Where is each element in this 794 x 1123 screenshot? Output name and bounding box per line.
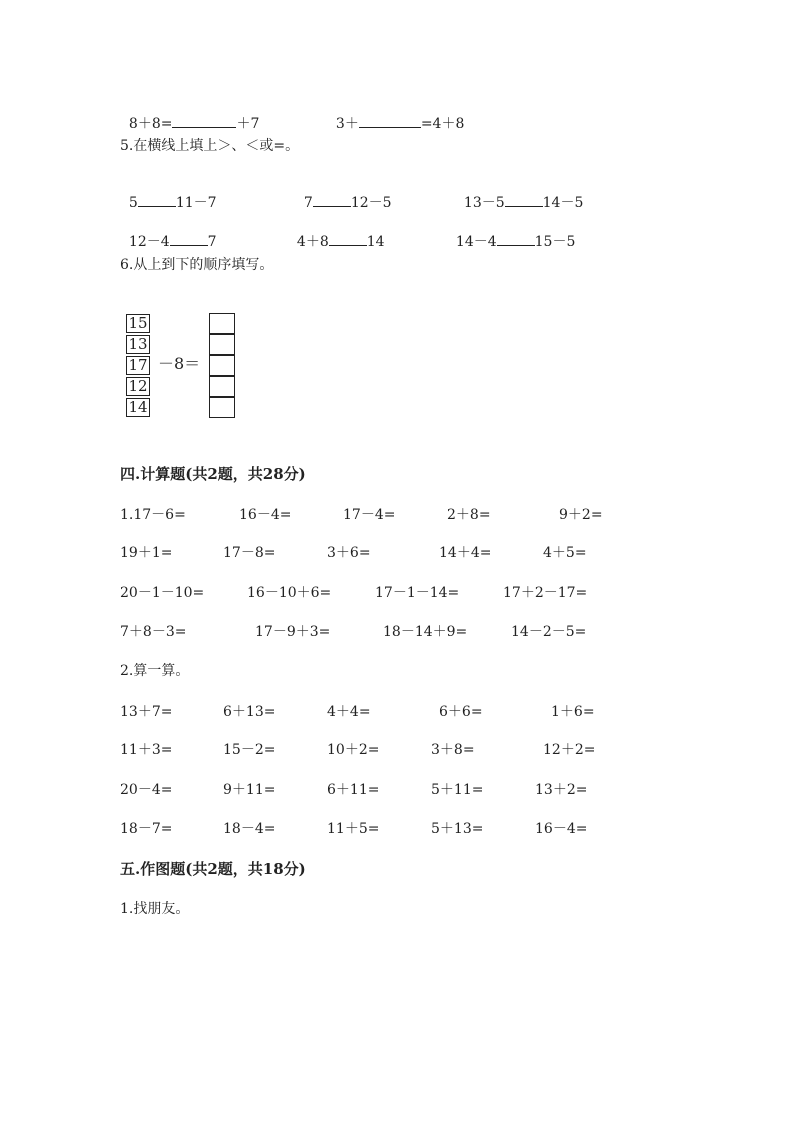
compare-right: 12－5: [350, 195, 392, 211]
compare-blank[interactable]: [138, 194, 176, 207]
compare-left: 13－5: [463, 195, 505, 211]
q2-title: 2.算一算。: [120, 663, 190, 679]
fill-a-right: ＋7: [236, 116, 260, 132]
calc-item: 6＋6=: [439, 704, 483, 720]
calc-item: 16－4=: [239, 507, 292, 523]
compare-left: 5: [128, 195, 138, 211]
answer-box[interactable]: [209, 355, 235, 376]
calc-item: 4＋5=: [543, 545, 587, 561]
calc-item: 12＋2=: [543, 742, 596, 758]
calc-item: 7＋8－3=: [120, 624, 187, 640]
compare-blank[interactable]: [329, 233, 367, 246]
fill-line-b: [327, 97, 464, 133]
compare-left: 14－4: [455, 234, 497, 250]
answer-box[interactable]: [209, 313, 235, 334]
answer-box[interactable]: [209, 334, 235, 355]
compare-right: 14－5: [542, 195, 584, 211]
calc-item: 11＋5=: [327, 821, 380, 837]
calc-item: 16－10＋6=: [247, 585, 332, 601]
compare-left: 12－4: [128, 234, 170, 250]
compare-blank[interactable]: [505, 194, 543, 207]
compare-item: [288, 215, 385, 251]
calc-item: 17＋2－17=: [503, 585, 588, 601]
q6-title: 6.从上到下的顺序填写。: [120, 257, 274, 273]
operator-label: －8＝: [158, 354, 201, 373]
calc-item: 17－1－14=: [375, 585, 460, 601]
calc-item: 1＋6=: [551, 704, 595, 720]
calc-item: 20－4=: [120, 782, 173, 798]
calc-item: 18－7=: [120, 821, 173, 837]
calc-item: 9＋11=: [223, 782, 276, 798]
number-box: 15: [126, 314, 150, 333]
number-box: 13: [126, 335, 150, 354]
calc-item: 1.17－6=: [120, 507, 186, 523]
calc-item: 9＋2=: [559, 507, 603, 523]
answer-box[interactable]: [209, 397, 235, 418]
calc-item: 17－9＋3=: [255, 624, 331, 640]
calc-item: 2＋8=: [447, 507, 491, 523]
calc-item: 5＋11=: [431, 782, 484, 798]
number-box: 14: [126, 398, 150, 417]
calc-item: 14－2－5=: [511, 624, 587, 640]
calc-item: 14＋4=: [439, 545, 492, 561]
compare-right: 15－5: [534, 234, 576, 250]
calc-item: 10＋2=: [327, 742, 380, 758]
fill-b-right: =4＋8: [420, 116, 465, 132]
section5-q1-title: 1.找朋友。: [120, 901, 190, 917]
compare-right: 7: [207, 234, 217, 250]
calc-item: 18－4=: [223, 821, 276, 837]
calc-item: 13＋2=: [535, 782, 588, 798]
compare-blank[interactable]: [313, 194, 351, 207]
section-5-heading: 五.作图题(共2题，共18分): [120, 860, 306, 878]
number-box: 12: [126, 377, 150, 396]
calc-item: 4＋4=: [327, 704, 371, 720]
answer-blank[interactable]: [172, 115, 236, 128]
calc-item: 6＋11=: [327, 782, 380, 798]
compare-item: [447, 215, 575, 251]
calc-item: 3＋6=: [327, 545, 371, 561]
compare-right: 11－7: [175, 195, 217, 211]
calc-item: 19＋1=: [120, 545, 173, 561]
calc-item: 15－2=: [223, 742, 276, 758]
compare-item: [295, 176, 392, 212]
answer-blank[interactable]: [359, 115, 421, 128]
compare-left: 7: [303, 195, 313, 211]
compare-item: [120, 215, 217, 251]
compare-blank[interactable]: [497, 233, 535, 246]
calc-item: 3＋8=: [431, 742, 475, 758]
section-4-heading: 四.计算题(共2题，共28分): [120, 465, 306, 483]
calc-item: 17－4=: [343, 507, 396, 523]
calc-item: 13＋7=: [120, 704, 173, 720]
answer-box[interactable]: [209, 376, 235, 397]
number-box: 17: [126, 356, 150, 375]
calc-item: 18－14＋9=: [383, 624, 468, 640]
fill-b-left: 3＋: [335, 116, 359, 132]
compare-left: 4＋8: [296, 234, 329, 250]
compare-item: [455, 176, 583, 212]
calc-item: 16－4=: [535, 821, 588, 837]
compare-blank[interactable]: [170, 233, 208, 246]
calc-item: 5＋13=: [431, 821, 484, 837]
fill-line-a: [120, 97, 259, 133]
fill-a-left: 8＋8=: [128, 116, 173, 132]
calc-item: 11＋3=: [120, 742, 173, 758]
calc-item: 20－1－10=: [120, 585, 205, 601]
compare-item: [120, 176, 217, 212]
calc-item: 6＋13=: [223, 704, 276, 720]
q5-title: 5.在横线上填上＞、＜或=。: [120, 138, 300, 154]
calc-item: 17－8=: [223, 545, 276, 561]
compare-right: 14: [366, 234, 385, 250]
